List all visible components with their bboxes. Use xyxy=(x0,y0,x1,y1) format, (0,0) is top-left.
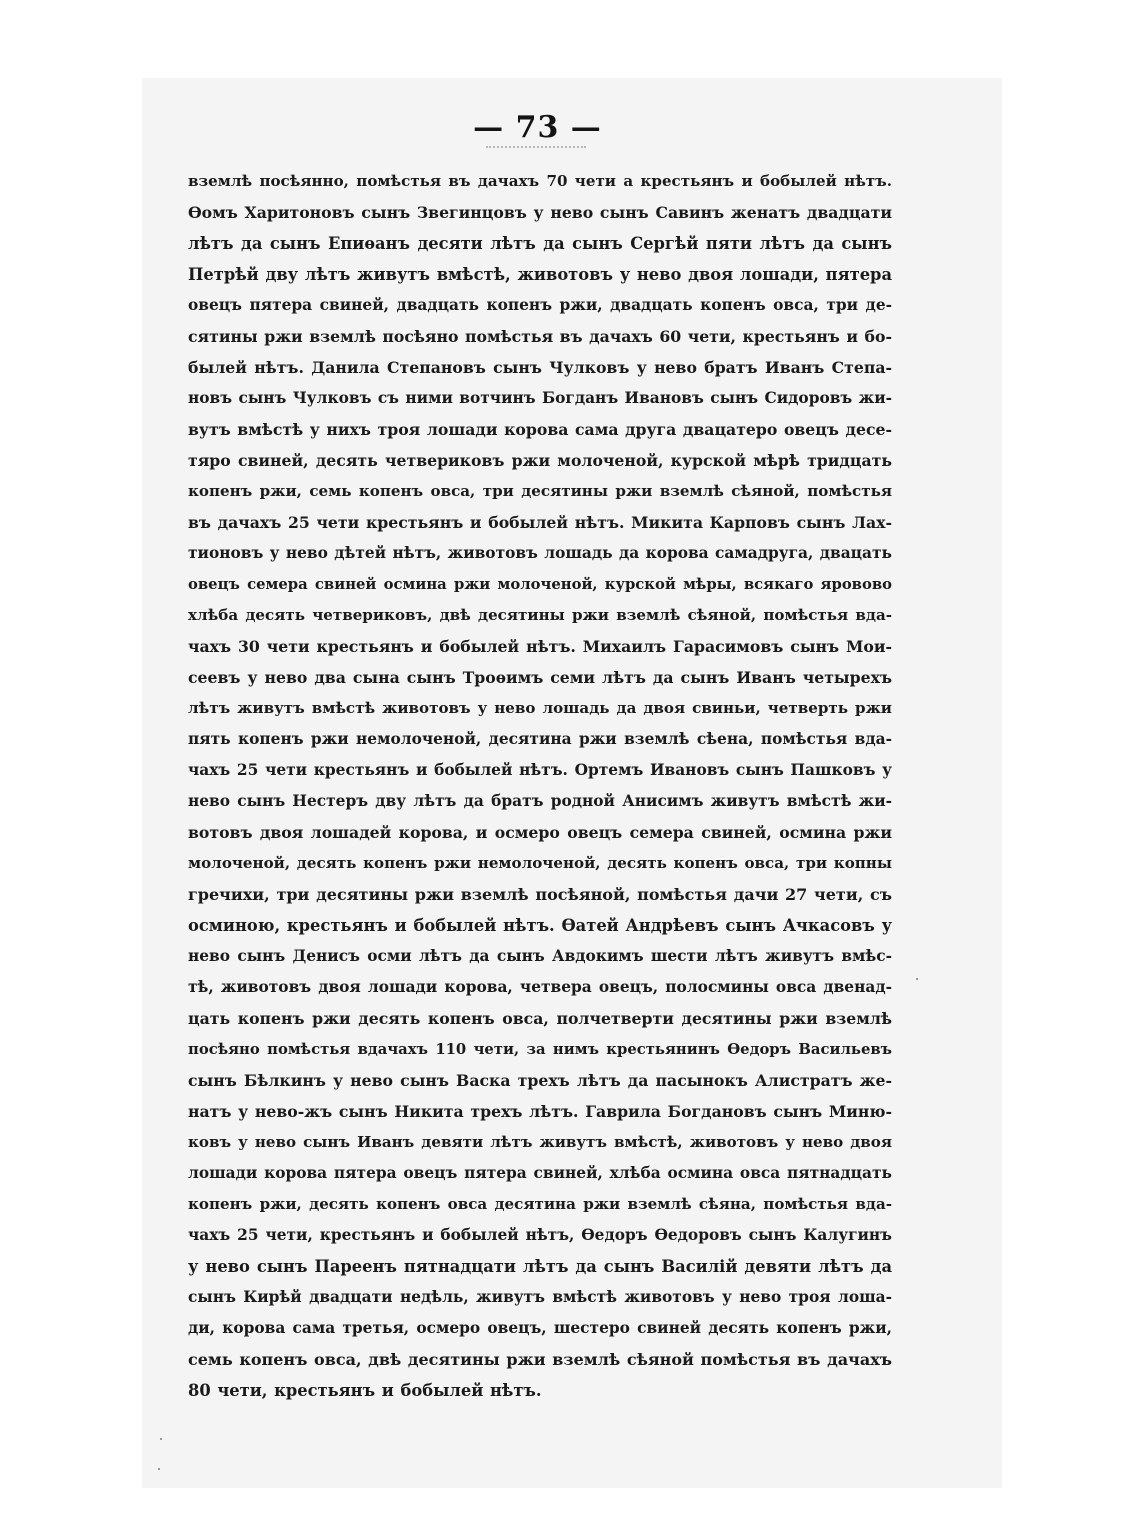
text-line: лѣтъ живутъ вмѣстѣ животовъ у нево лошадь да двоя свиньи, четверть ржи xyxy=(188,699,892,717)
text-line: лошади корова пятера овецъ пятера свиней, хлѣба осмина овса пятнадцать xyxy=(188,1164,892,1182)
text-line: семь копенъ овса, двѣ десятины ржи вземлѣ сѣяной помѣстья въ дачахъ xyxy=(188,1350,892,1369)
text-line: сеевъ у нево два сына сынъ Троѳимъ семи лѣтъ да сынъ Иванъ четырехъ xyxy=(188,668,892,687)
text-line: въ дачахъ 25 чети крестьянъ и бобылей нѣтъ. Микита Карповъ сынъ Лах- xyxy=(188,513,892,532)
text-line: тяро свиней, десять четвериковъ ржи молоченой, курской мѣрѣ тридцать xyxy=(188,451,892,470)
text-line: копенъ ржи, семь копенъ овса, три десятины ржи вземлѣ сѣяной, помѣстья xyxy=(188,482,892,500)
text-line: овецъ пятера свиней, двадцать копенъ ржи, двадцать копенъ овса, три де- xyxy=(188,296,892,314)
page-number: — 73 — xyxy=(473,110,602,145)
text-line: вотовъ двоя лошадей корова, и осмеро овецъ семера свиней, осмина ржи xyxy=(188,823,892,842)
text-line: у нево сынъ Пареенъ пятнадцати лѣтъ да сынъ Василій девяти лѣтъ да xyxy=(188,1257,892,1276)
scan-speck xyxy=(160,1438,162,1440)
text-line: гречихи, три десятины ржи вземлѣ посѣяной, помѣстья дачи 27 чети, съ xyxy=(188,885,892,904)
text-line: ди, корова сама третья, осмеро овецъ, шестеро свиней десять копенъ ржи, xyxy=(188,1319,892,1337)
text-line: нево сынъ Денисъ осми лѣтъ да сынъ Авдокимъ шести лѣтъ живутъ вмѣс- xyxy=(188,947,892,965)
text-line: чахъ 30 чети крестьянъ и бобылей нѣтъ. Михаилъ Гарасимовъ сынъ Мои- xyxy=(188,637,892,656)
text-line: сятины ржи вземлѣ посѣяно помѣстья въ дачахъ 60 чети, крестьянъ и бо- xyxy=(188,327,892,346)
text-line: Петрѣй дву лѣтъ живутъ вмѣстѣ, животовъ у нево двоя лошади, пятера xyxy=(188,265,892,284)
text-line: тѣ, животовъ двоя лошади корова, четвера овецъ, полосмины овса двенад- xyxy=(188,978,892,996)
text-line: пять копенъ ржи немолоченой, десятина ржи вземлѣ сѣена, помѣстья вда- xyxy=(188,730,892,748)
scan-speck xyxy=(158,1468,160,1470)
text-line: Ѳомъ Харитоновъ сынъ Звегинцовъ у нево сынъ Савинъ женатъ двадцати xyxy=(188,203,892,222)
text-line: ковъ у нево сынъ Иванъ девяти лѣтъ живутъ вмѣстѣ, животовъ у нево двоя xyxy=(188,1133,892,1151)
text-line: чахъ 25 чети, крестьянъ и бобылей нѣтъ, Ѳедоръ Ѳедоровъ сынъ Калугинъ xyxy=(188,1226,892,1244)
text-line: осминою, крестьянъ и бобылей нѣтъ. Ѳатей Андрѣевъ сынъ Ачкасовъ у xyxy=(188,916,892,935)
page-number-underline xyxy=(486,146,586,148)
text-line: нево сынъ Нестеръ дву лѣтъ да братъ родной Анисимъ живутъ вмѣстѣ жи- xyxy=(188,792,892,810)
text-line: тионовъ у нево дѣтей нѣтъ, животовъ лошадь да корова самадруга, двацать xyxy=(188,544,892,562)
text-line: копенъ ржи, десять копенъ овса десятина ржи вземлѣ сѣяна, помѣстья вда- xyxy=(188,1195,892,1213)
text-line: новъ сынъ Чулковъ съ ними вотчинъ Богданъ Ивановъ сынъ Сидоровъ жи- xyxy=(188,389,892,407)
text-line: посѣяно помѣстья вдачахъ 110 чети, за нимъ крестьянинъ Ѳедоръ Васильевъ xyxy=(188,1041,892,1058)
text-line: цать копенъ ржи десять копенъ овса, полчетверти десятины ржи вземлѣ xyxy=(188,1009,892,1028)
text-line: хлѣба десять четвериковъ, двѣ десятины ржи вземлѣ сѣяной, помѣстья вда- xyxy=(188,606,892,624)
text-line-last: 80 чети, крестьянъ и бобылей нѣтъ. xyxy=(188,1381,542,1400)
text-line: вутъ вмѣстѣ у нихъ троя лошади корова сама друга двацатеро овецъ десе- xyxy=(188,420,892,439)
text-line: овецъ семера свиней осмина ржи молоченой, курской мѣры, всякаго яровово xyxy=(188,576,892,593)
scan-speck xyxy=(916,978,918,980)
text-line: сынъ Кирѣй двадцати недѣль, живутъ вмѣстѣ животовъ у нево троя лоша- xyxy=(188,1288,892,1306)
text-line: молоченой, десять копенъ ржи немолоченой, десять копенъ овса, три копны xyxy=(188,854,892,872)
text-line: чахъ 25 чети крестьянъ и бобылей нѣтъ. Ортемъ Ивановъ сынъ Пашковъ у xyxy=(188,761,892,779)
body-text xyxy=(188,166,892,1406)
text-line: натъ у нево-жъ сынъ Никита трехъ лѣтъ. Гаврила Богдановъ сынъ Миню- xyxy=(188,1102,892,1121)
text-line: сынъ Бѣлкинъ у нево сынъ Васка трехъ лѣтъ да пасынокъ Алистратъ же- xyxy=(188,1071,892,1090)
text-line: вземлѣ посѣянно, помѣстья въ дачахъ 70 чети а крестьянъ и бобылей нѣтъ. xyxy=(188,172,892,190)
text-line: лѣтъ да сынъ Епиѳанъ десяти лѣтъ да сынъ Сергѣй пяти лѣтъ да сынъ xyxy=(188,234,892,253)
text-line: былей нѣтъ. Данила Степановъ сынъ Чулковъ у нево братъ Иванъ Степа- xyxy=(188,358,892,377)
